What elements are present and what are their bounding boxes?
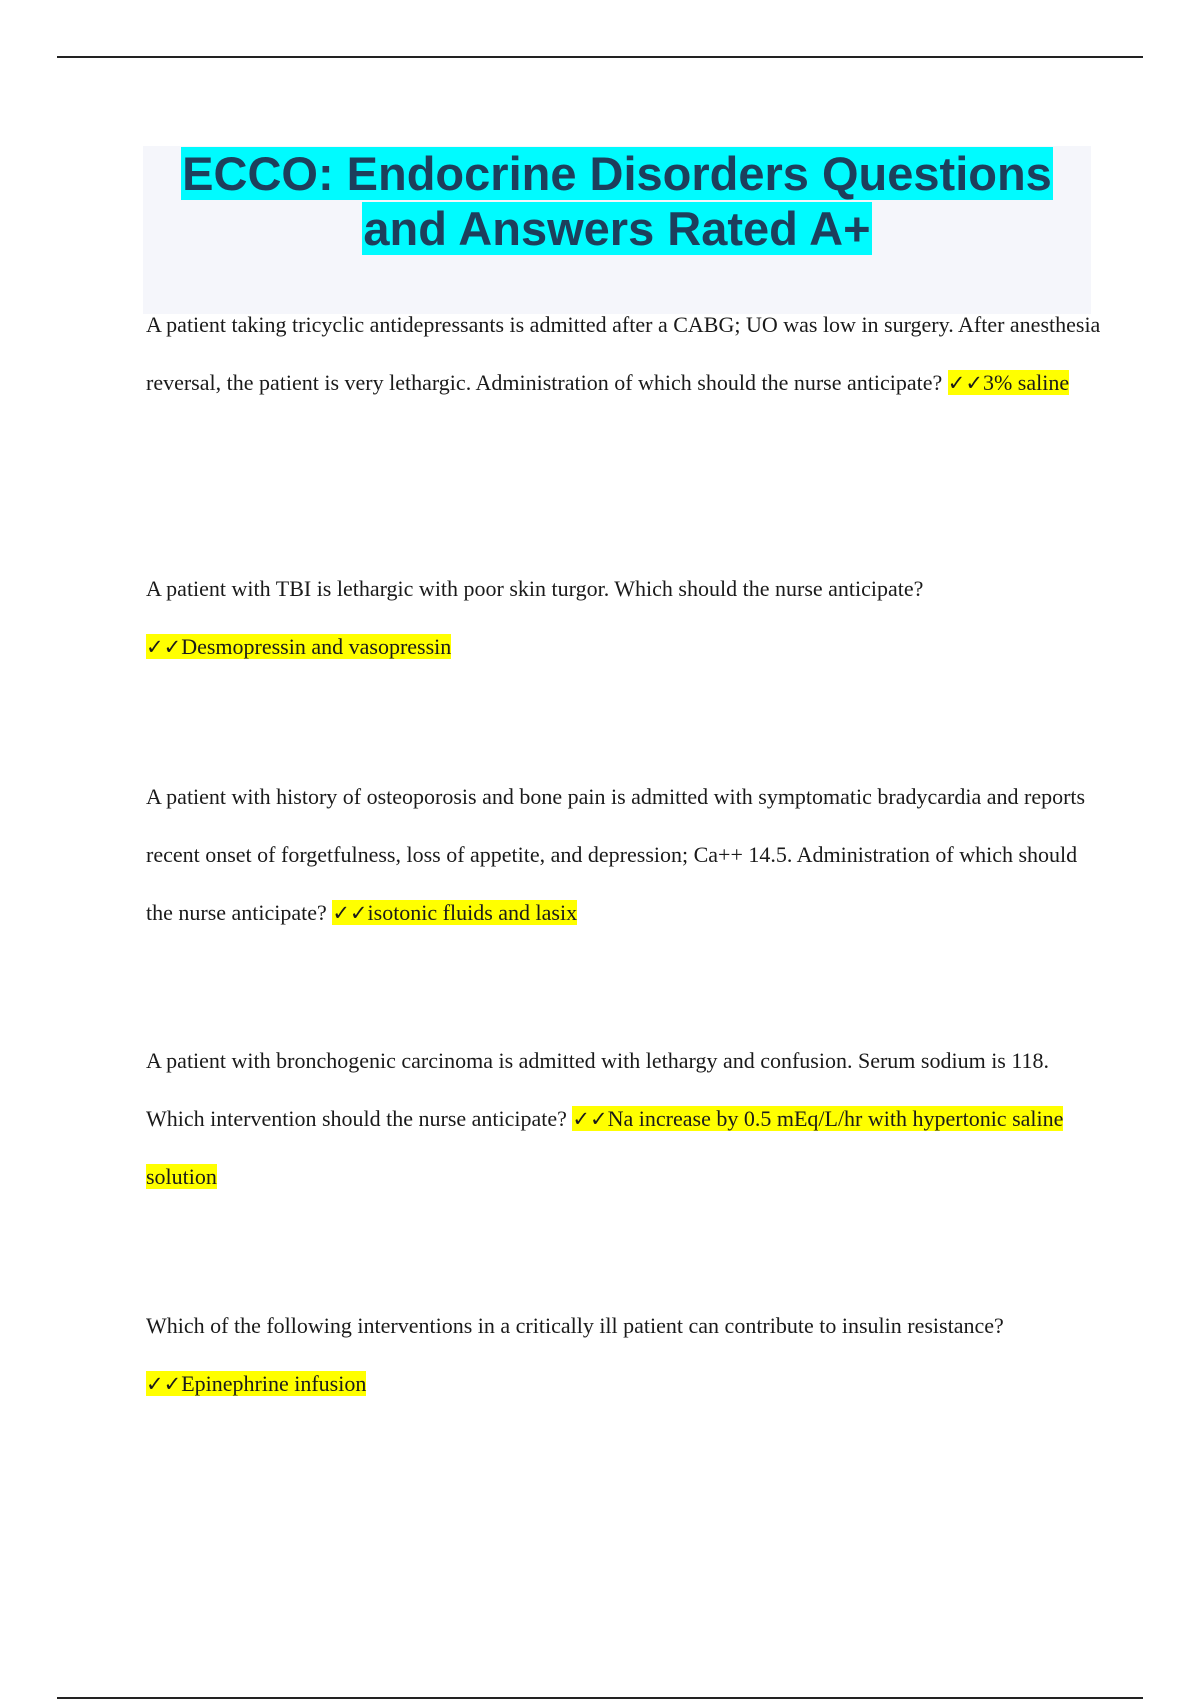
answer-highlight [332,900,577,925]
footer-rule [57,1697,1143,1699]
double-check-icon: ✓✓ [146,1372,182,1396]
question-text: A patient with bronchogenic carcinoma is admitted with lethargy and confusion. Serum sodium is 118. Which intervention should the nurse anticipate? [146,1048,1050,1131]
document-title [143,146,1091,256]
double-check-icon: ✓✓ [572,1107,608,1131]
question-text: A patient with TBI is lethargic with poor skin turgor. Which should the nurse anticipate? [146,576,924,601]
double-check-icon: ✓✓ [947,371,983,395]
answer-text: Epinephrine infusion [181,1371,367,1396]
question-text: Which of the following interventions in a critically ill patient can contribute to insulin resistance? [146,1313,1004,1338]
answer-text: Desmopressin and vasopressin [181,634,452,659]
answer-text: Na increase by 0.5 mEq/L/hr with hypertonic saline solution [146,1106,1064,1189]
qa-item-4 [146,1032,1101,1206]
qa-item-3 [146,768,1091,942]
answer-highlight [146,634,451,659]
answer-text: isotonic fluids and lasix [367,900,578,925]
title-line-2: and Answers Rated A+ [363,202,871,255]
title-banner [143,146,1091,314]
question-text: A patient taking tricyclic antidepressants is admitted after a CABG; UO was low in surgery. After anesthesia reversal, the patient is very lethargic. Administration of which should the nurse anticipate? [146,312,1101,395]
answer-text: 3% saline [982,370,1070,395]
qa-item-1 [146,296,1101,412]
question-text: A patient with history of osteoporosis and bone pain is admitted with symptomatic bradycardia and reports recent onset of forgetfulness, loss of appetite, and depression; Ca++ 14.5. Administration of which should the nurse anticipate? [146,784,1086,925]
double-check-icon: ✓✓ [146,635,182,659]
qa-item-2 [146,560,1026,676]
qa-item-5 [146,1297,1106,1413]
double-check-icon: ✓✓ [332,901,368,925]
answer-highlight [948,370,1069,395]
title-line-1: ECCO: Endocrine Disorders Questions [182,147,1052,200]
answer-highlight [146,1371,366,1396]
header-rule [57,56,1143,58]
